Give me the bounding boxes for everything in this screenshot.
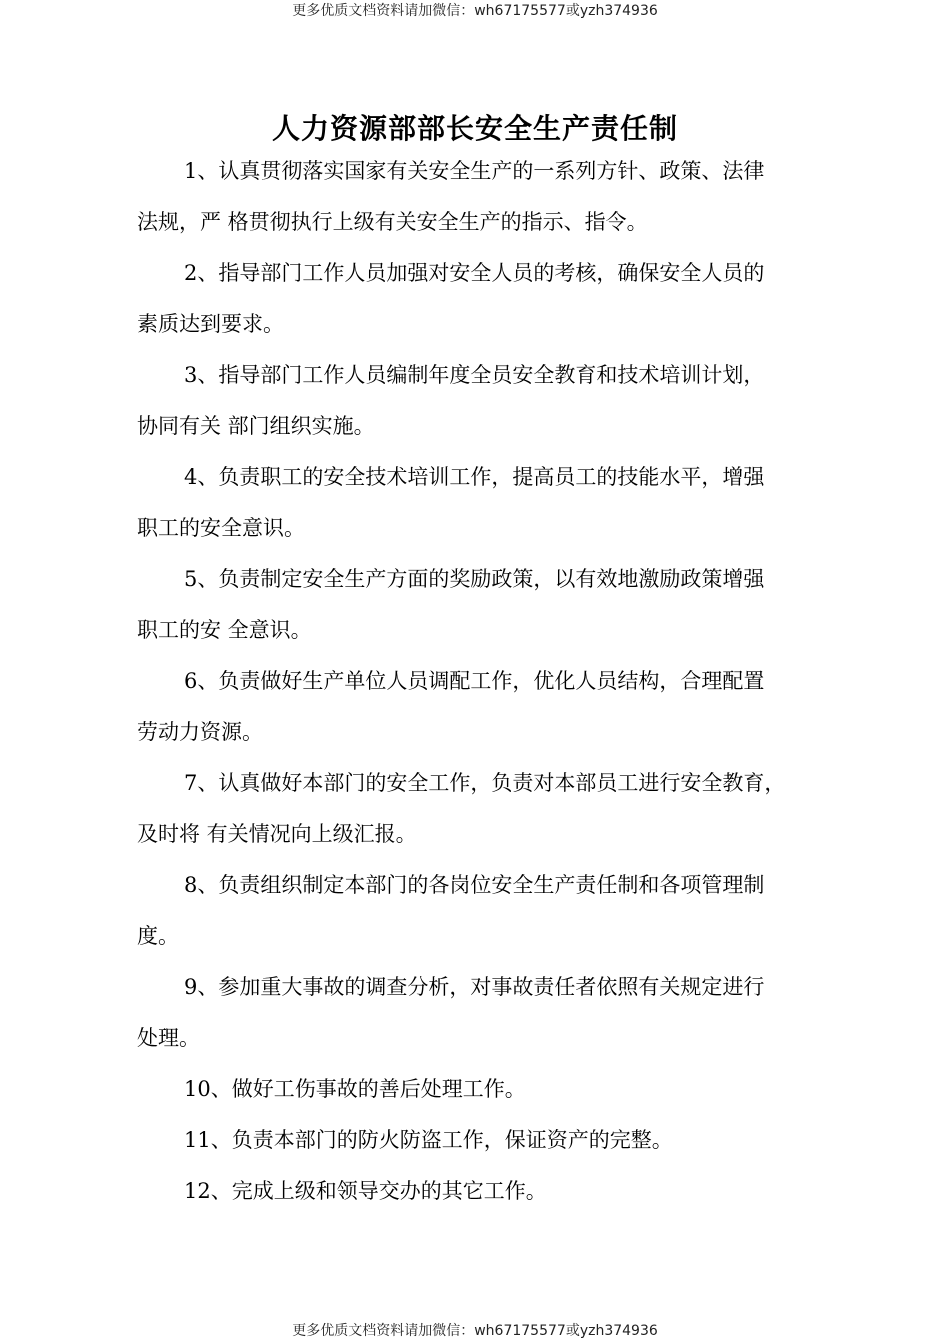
list-item-line: 2、指导部门工作人员加强对安全人员的考核，确保安全人员的 bbox=[184, 261, 765, 285]
list-item bbox=[137, 248, 837, 350]
list-item bbox=[137, 146, 837, 248]
list-item-line: 9、参加重大事故的调查分析，对事故责任者依照有关规定进行 bbox=[184, 975, 765, 999]
list-item-line: 3、指导部门工作人员编制年度全员安全教育和技术培训计划， bbox=[184, 363, 765, 387]
list-item bbox=[137, 1115, 837, 1166]
document-title: 人力资源部部长安全生产责任制 bbox=[271, 111, 678, 145]
list-item-line: 及时将 有关情况向上级汇报。 bbox=[137, 822, 417, 846]
list-item-line: 职工的安全意识。 bbox=[137, 516, 305, 540]
list-item-line: 12、完成上级和领导交办的其它工作。 bbox=[184, 1179, 547, 1203]
list-item bbox=[137, 554, 837, 656]
list-item bbox=[137, 656, 837, 758]
list-item bbox=[137, 452, 837, 554]
list-item-line: 11、负责本部门的防火防盗工作，保证资产的完整。 bbox=[184, 1128, 673, 1152]
list-item bbox=[137, 860, 837, 962]
list-item-line: 1、认真贯彻落实国家有关安全生产的一系列方针、政策、法律 bbox=[184, 159, 765, 183]
page-footer: 更多优质文档资料请加微信：wh67175577或yzh374936 bbox=[292, 1323, 658, 1339]
document-body bbox=[137, 146, 837, 1217]
list-item-line: 10、做好工伤事故的善后处理工作。 bbox=[184, 1077, 526, 1101]
list-item-line: 协同有关 部门组织实施。 bbox=[137, 414, 375, 438]
list-item-line: 4、负责职工的安全技术培训工作，提高员工的技能水平，增强 bbox=[184, 465, 765, 489]
list-item-line: 素质达到要求。 bbox=[137, 312, 284, 336]
list-item-line: 法规，严 格贯彻执行上级有关安全生产的指示、指令。 bbox=[137, 210, 648, 234]
list-item-line: 5、负责制定安全生产方面的奖励政策，以有效地激励政策增强 bbox=[184, 567, 765, 591]
list-item bbox=[137, 758, 837, 860]
list-item bbox=[137, 350, 837, 452]
list-item-line: 劳动力资源。 bbox=[137, 720, 263, 744]
list-item-line: 度。 bbox=[137, 924, 179, 948]
list-item-line: 处理。 bbox=[137, 1026, 200, 1050]
list-item-line: 7、认真做好本部门的安全工作，负责对本部员工进行安全教育， bbox=[184, 771, 786, 795]
list-item-line: 8、负责组织制定本部门的各岗位安全生产责任制和各项管理制 bbox=[184, 873, 765, 897]
list-item bbox=[137, 1064, 837, 1115]
list-item bbox=[137, 1166, 837, 1217]
page-header: 更多优质文档资料请加微信：wh67175577或yzh374936 bbox=[292, 3, 658, 19]
list-item bbox=[137, 962, 837, 1064]
list-item-line: 6、负责做好生产单位人员调配工作，优化人员结构，合理配置 bbox=[184, 669, 765, 693]
list-item-line: 职工的安 全意识。 bbox=[137, 618, 312, 642]
